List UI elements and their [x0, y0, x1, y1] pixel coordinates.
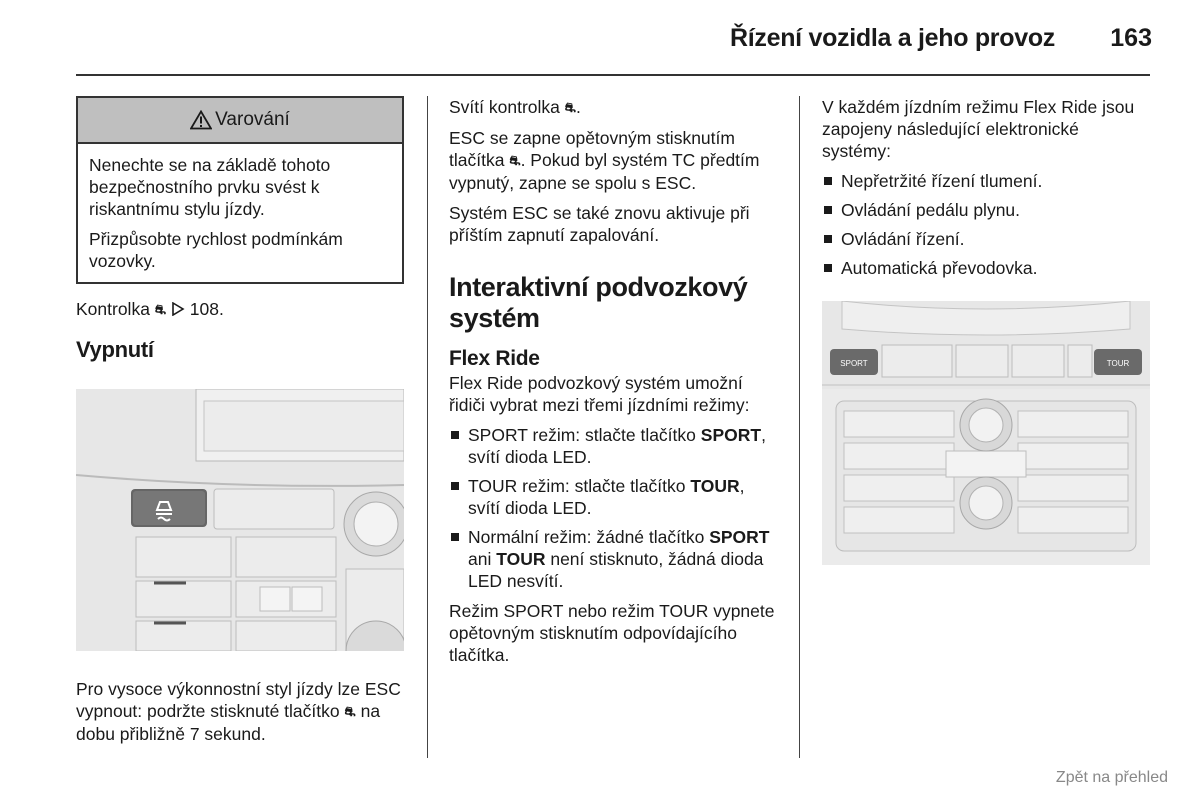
driving-modes-list	[449, 424, 779, 592]
column-left	[76, 96, 404, 753]
section-title-vypnuti: Vypnutí	[76, 337, 154, 362]
page-reference-link[interactable]: 108.	[189, 299, 224, 319]
column-divider	[799, 96, 800, 758]
warning-paragraph: Přizpůsobte rychlost podmínkám vozovky.	[89, 229, 343, 271]
list-item: Ovládání pedálu plynu.	[822, 199, 1150, 221]
warning-box	[76, 96, 404, 284]
flex-ride-buttons-illustration	[822, 301, 1150, 565]
esc-car-skid-icon: ⛐	[154, 302, 167, 317]
warning-triangle-icon	[190, 110, 212, 130]
page-number: 163	[1110, 24, 1152, 52]
section-title-interactive-chassis: Interaktivní podvozkový systém	[449, 272, 748, 333]
warning-body	[78, 144, 402, 282]
esc-car-skid-icon: ⛐	[509, 153, 521, 168]
flex-ride-outro: Režim SPORT nebo režim TOUR vypnete opětovným stisknutím odpovídajícího tlačítka.	[449, 601, 775, 665]
column-divider	[427, 96, 428, 758]
list-item: Nepřetržité řízení tlumení.	[822, 170, 1150, 192]
list-item: Normální režim: žádné tlačítko SPORT ani TOUR není stisknuto, žádná dioda LED nesvítí.	[449, 526, 779, 592]
warning-paragraph: Nenechte se na základě tohoto bezpečnostního prvku svést k riskantnímu stylu jízdy.	[89, 155, 331, 219]
sport-button-label: SPORT	[840, 359, 868, 368]
esc-button-illustration	[76, 389, 404, 651]
header-rule	[76, 74, 1150, 76]
indicator-lit-text: Svítí kontrolka ⛐.	[449, 97, 581, 117]
column-middle	[449, 96, 779, 674]
indicator-reference: Kontrolka ⛐ 108.	[76, 299, 224, 319]
flex-ride-intro: Flex Ride podvozkový systém umožní řidiči vybrat mezi třemi jízdními režimy:	[449, 373, 750, 415]
tour-button-label: TOUR	[1106, 359, 1130, 368]
warning-title: Varování	[215, 109, 290, 130]
list-item: TOUR režim: stlačte tlačítko TOUR, svítí dioda LED.	[449, 475, 779, 519]
subsection-title-flex-ride: Flex Ride	[449, 347, 540, 370]
esc-reactivate-text: Systém ESC se také znovu aktivuje při příštím zapnutí zapalování.	[449, 203, 750, 245]
list-item: Automatická převodovka.	[822, 257, 1150, 279]
esc-on-text: ESC se zapne opětovným stisknutím tlačítka ⛐. Pokud byl systém TC předtím vypnutý, zapne se spolu s ESC.	[449, 128, 760, 193]
systems-intro: V každém jízdním režimu Flex Ride jsou zapojeny následující elektronické systémy:	[822, 97, 1135, 161]
column-right	[822, 96, 1150, 570]
list-item: SPORT režim: stlačte tlačítko SPORT, svítí dioda LED.	[449, 424, 779, 468]
switch-off-instruction: Pro vysoce výkonnostní styl jízdy lze ESC vypnout: podržte stisknuté tlačítko ⛐ na dobu přibližně 7 sekund.	[76, 679, 401, 744]
list-item: Ovládání řízení.	[822, 228, 1150, 250]
warning-header	[78, 98, 402, 144]
electronic-systems-list	[822, 170, 1150, 279]
back-to-overview-link[interactable]: Zpět na přehled	[1055, 769, 1168, 786]
esc-car-skid-icon: ⛐	[564, 100, 576, 115]
page-reference-arrow-icon[interactable]	[171, 302, 185, 316]
esc-car-skid-icon: ⛐	[344, 704, 356, 719]
page-header-title: Řízení vozidla a jeho provoz	[730, 24, 1055, 52]
